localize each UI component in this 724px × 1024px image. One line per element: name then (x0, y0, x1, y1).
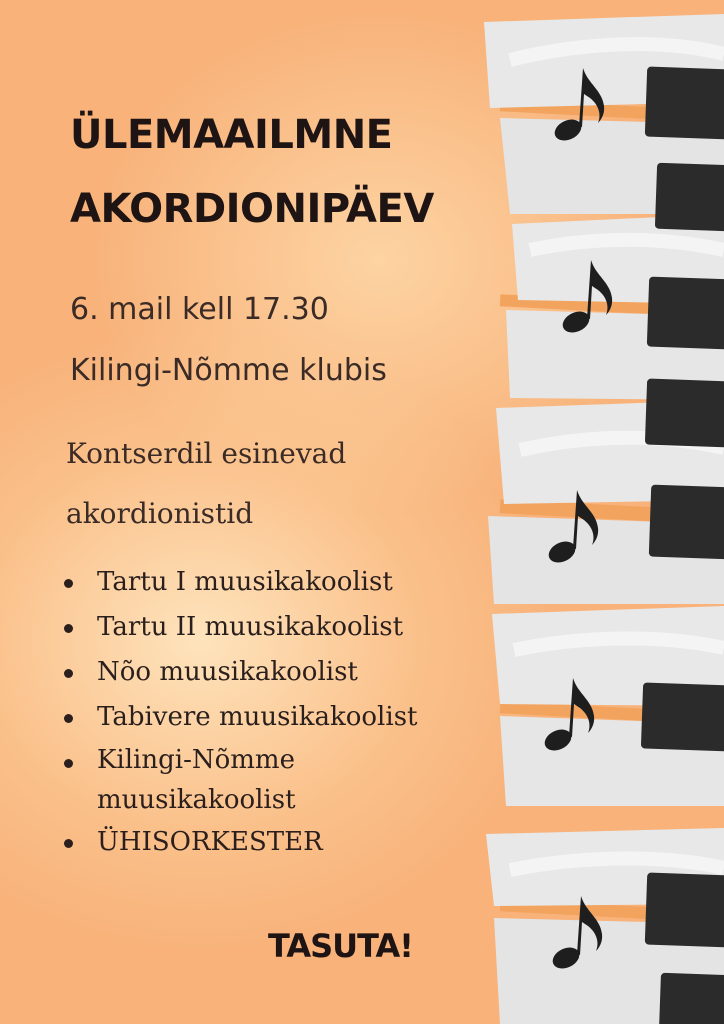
list-item (64, 740, 417, 820)
event-venue: Kilingi-Nõmme klubis (70, 353, 387, 388)
intro-line-2: akordionistid (66, 497, 254, 530)
title-line-1: ÜLEMAAILMNE (70, 112, 393, 158)
bullet-icon (64, 839, 73, 848)
list-item (64, 820, 417, 865)
title-line-2: AKORDIONIPÄEV (70, 186, 434, 232)
list-item (64, 695, 417, 740)
bullet-icon (64, 669, 73, 678)
list-item (64, 605, 417, 650)
performer-name: Nõo muusikakoolist (97, 657, 358, 687)
performer-name: Kilingi-Nõmme muusikakoolist (97, 745, 296, 815)
accordion-keyboard-illustration (470, 0, 724, 1024)
performer-name: Tartu I muusikakoolist (97, 567, 393, 597)
list-item (64, 650, 417, 695)
performer-name: ÜHISORKESTER (97, 827, 323, 857)
event-date-time: 6. mail kell 17.30 (70, 292, 329, 327)
intro-line-1: Kontserdil esinevad (66, 437, 347, 470)
list-item (64, 560, 417, 605)
bullet-icon (64, 624, 73, 633)
admission-label: TASUTA! (268, 927, 413, 965)
bullet-icon (64, 579, 73, 588)
performer-name: Tabivere muusikakoolist (97, 702, 418, 732)
performer-name: Tartu II muusikakoolist (97, 612, 404, 642)
bullet-icon (64, 714, 73, 723)
performer-list (64, 560, 417, 865)
bullet-icon (64, 759, 73, 768)
